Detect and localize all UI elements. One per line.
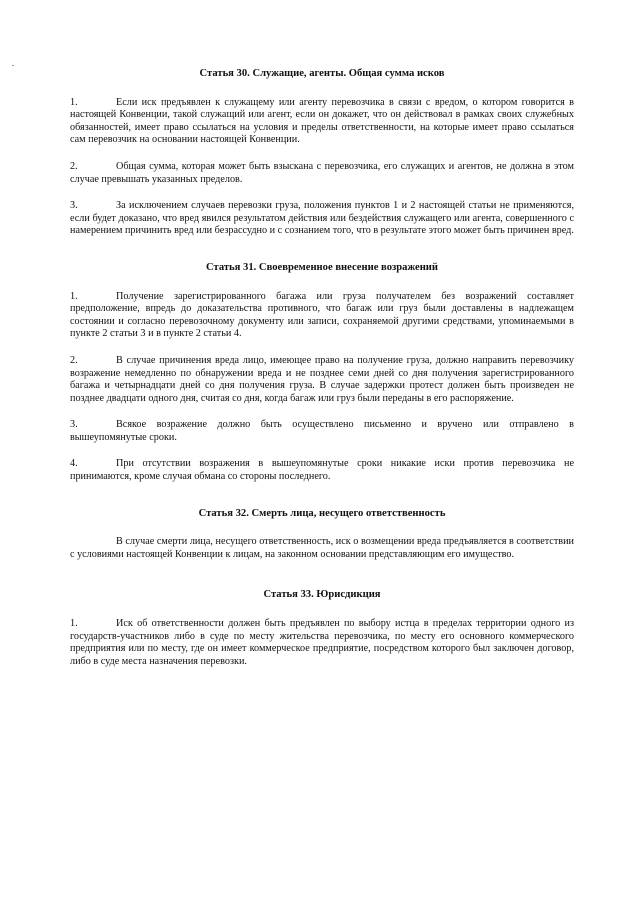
article-31-paragraph-4 (70, 458, 574, 483)
paragraph-text: В случае причинения вреда лицо, имеющее право на получение груза, должно направить перевозчику возражение немедленно по обнаружении вреда и не позднее семи дней со дня получения зарегистрированного багажа и четырнадцати дней со дня получения груза. В случае задержки протест должен быть произведен не позднее двадцати одного дня, считая со дня, когда багаж или груз были переданы в его распоряжение. (70, 354, 574, 404)
article-30 (70, 68, 574, 238)
paragraph-number: 1. (70, 96, 78, 108)
article-30-paragraph-2 (70, 161, 574, 186)
article-33-title: Статья 33. Юрисдикция (263, 589, 381, 601)
paragraph-number: 1. (70, 618, 78, 630)
article-31-title: Статья 31. Своевременное внесение возражений (205, 261, 439, 273)
paragraph-text: Иск об ответственности должен быть предъявлен по выбору истца в пределах территории одного из государств-участников либо в суде по месту жительства перевозчика, по месту его основного коммерческого предприятия или по месту, где он имеет коммерческое предприятие, посредством которого был заключен договор, либо в суде места назначения перевозки. (70, 618, 574, 667)
paragraph-text: Всякое возражение должно быть осуществлено письменно и вручено или отправлено в вышеупомянутые сроки. (70, 419, 574, 443)
paragraph-number: 2. (70, 354, 78, 366)
paragraph-text: При отсутствии возражения в вышеупомянутые сроки никакие иски против перевозчика не принимаются, кроме случая обмана со стороны последнего. (70, 458, 574, 483)
article-32 (70, 508, 574, 562)
paragraph-number: 4. (70, 458, 78, 470)
paragraph-text: Если иск предъявлен к служащему или агенту перевозчика в связи с вредом, о котором говорится в настоящей Конвенции, такой служащий или агент, если он докажет, что он действовал в рамках своих служебных обязанностей, имеет право ссылаться на условия и пределы ответственности, на которые имеет право ссылаться сам перевозчик на основании настоящей Конвенции. (70, 96, 574, 146)
paragraph-text: За исключением случаев перевозки груза, положения пунктов 1 и 2 настоящей статьи не применяются, если будет доказано, что вред явился результатом действия или бездействия служащего или агента, совершенного с намерением причинить вред или безрассудно и с сознанием того, что в результате этого может быть причинен вред. (70, 200, 574, 237)
paragraph-number: 1. (70, 290, 78, 302)
paragraph-text: Общая сумма, которая может быть взыскана с перевозчика, его служащих и агентов, не должна в этом случае превышать указанных пределов. (70, 160, 574, 185)
article-32-paragraph-1: В случае смерти лица, несущего ответственность, иск о возмещении вреда предъявляется в соответствии с условиями настоящей Конвенции к лицам, на законном основании представляющим его имущество. (70, 536, 574, 560)
article-33 (70, 589, 574, 668)
article-31-paragraph-1 (70, 291, 574, 341)
paragraph-text: Получение зарегистрированного багажа или груза получателем без возражений составляет предположение, впредь до доказательства противного, что багаж или груз были доставлены в надлежащем состоянии и согласно перевозочному документу или записи, сохраняемой другими средствами, упоминаемыми в пункте 2 статьи 3 и в пункте 2 статьи 4. (70, 290, 574, 340)
article-32-title: Статья 32. Смерть лица, несущего ответственность (198, 507, 446, 519)
article-31-paragraph-3 (70, 419, 574, 444)
article-33-paragraph-1 (70, 618, 574, 668)
document-body (70, 68, 574, 682)
article-30-paragraph-3 (70, 200, 574, 238)
scan-mark (12, 65, 14, 66)
article-31 (70, 262, 574, 484)
paragraph-number: 3. (70, 200, 78, 212)
article-30-paragraph-1 (70, 97, 574, 147)
article-31-paragraph-2 (70, 355, 574, 405)
article-30-title: Статья 30. Служащие, агенты. Общая сумма исков (199, 68, 445, 79)
paragraph-number: 3. (70, 419, 78, 431)
paragraph-number: 2. (70, 160, 78, 172)
